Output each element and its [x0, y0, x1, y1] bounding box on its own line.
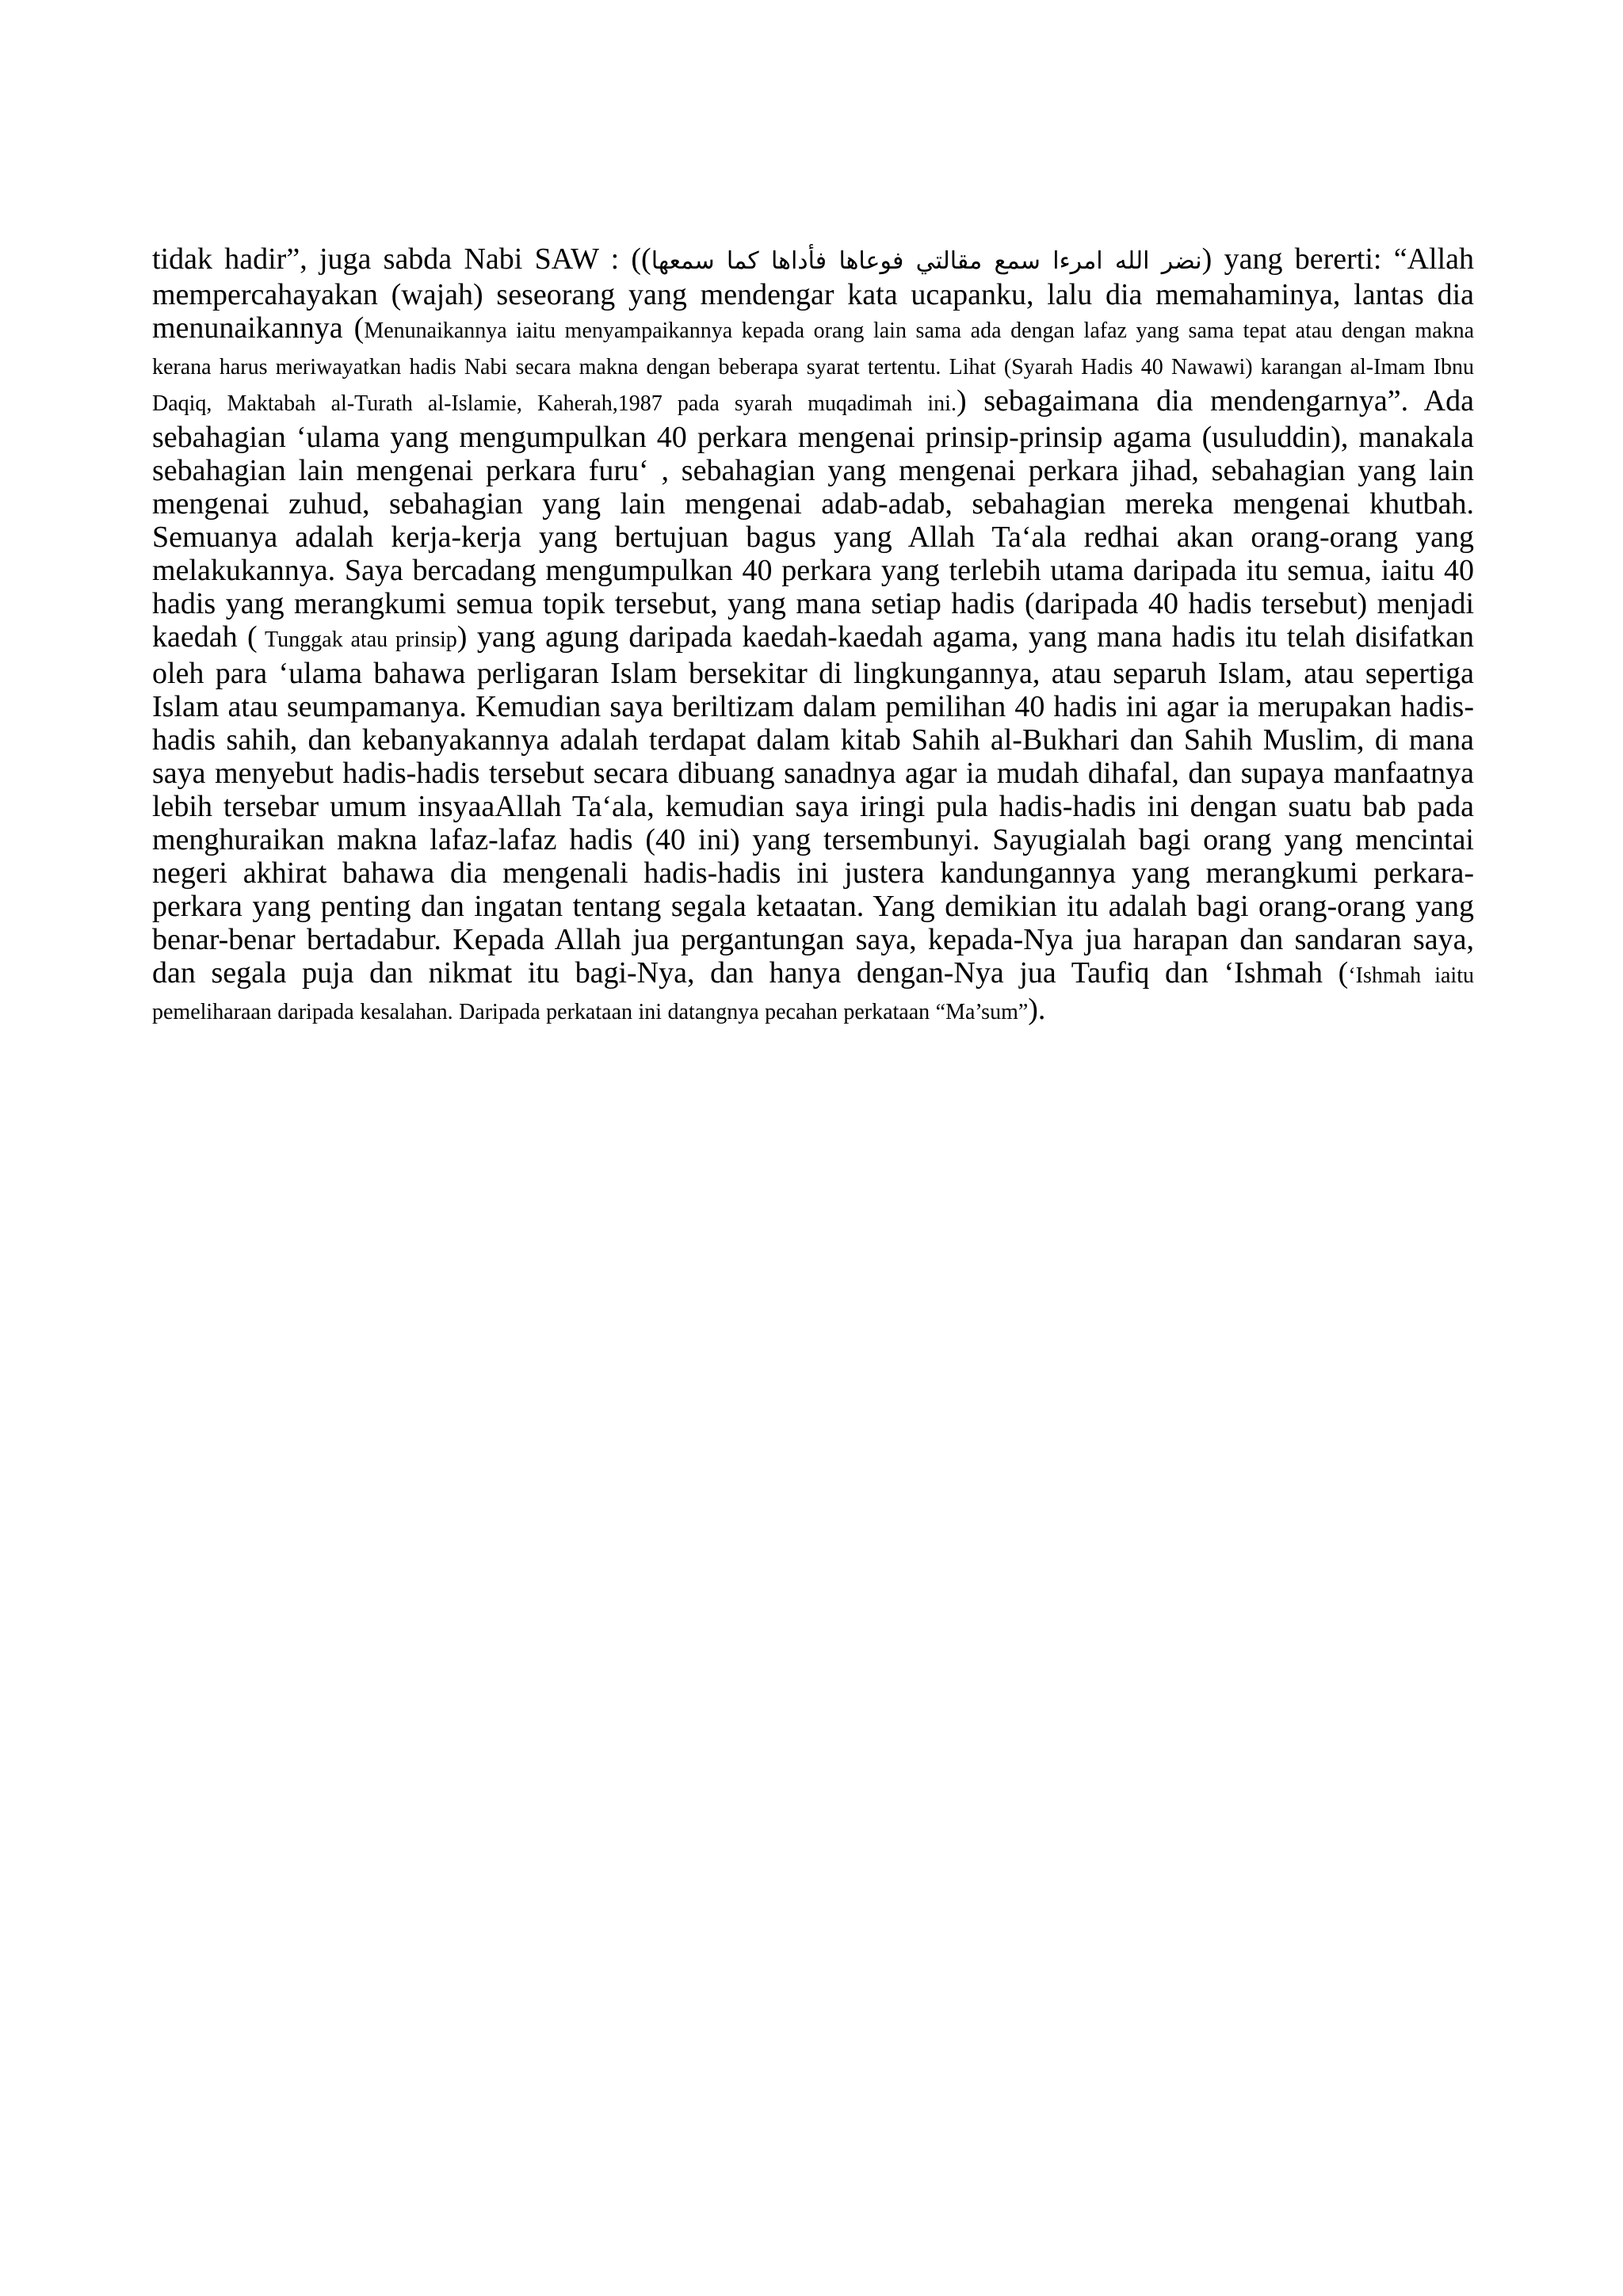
- text-segment: ) sebagaimana dia mendengarnya”. Ada sebahagian ‘ulama yang mengumpulkan 40 perkara mengenai prinsip-prinsip agama (usuluddin), manakala sebahagian lain mengenai perkara furu‘ , sebahagian yang mengenai perkara jihad, sebahagian yang lain mengenai zuhud, sebahagian yang lain mengenai adab-adab, sebahagian mereka mengenai khutbah. Semuanya adalah kerja-kerja yang bertujuan bagus yang Allah Ta‘ala redhai akan orang-orang yang melakukannya. Saya bercadang mengumpulkan 40 perkara yang terlebih utama daripada itu semua, iaitu 40 hadis yang merangkumi semua topik tersebut, yang mana setiap hadis (daripada 40 hadis tersebut) menjadi kaedah (: [152, 384, 1474, 654]
- inline-note: Tunggak atau prinsip: [257, 627, 457, 652]
- arabic-hadith: نضر الله امرءا سمع مقالتي فوعاها فأداها كما سمعها: [651, 247, 1202, 275]
- text-segment: tidak hadir”, juga sabda Nabi SAW : ((: [152, 242, 651, 276]
- body-paragraph: [152, 242, 1474, 1029]
- inline-note: ‘Ishmah iaitu pemeliharaan daripada kesalahan. Daripada perkataan ini datangnya pecahan perkataan “Ma’sum”: [152, 963, 1474, 1024]
- text-segment: ).: [1028, 993, 1046, 1026]
- text-segment: ) yang agung daripada kaedah-kaedah agama, yang mana hadis itu telah disifatkan oleh para ‘ulama bahawa perligaran Islam bersekitar di lingkungannya, atau separuh Islam, atau sepertiga Islam atau seumpamanya. Kemudian saya beriltizam dalam pemilihan 40 hadis ini agar ia merupakan hadis-hadis sahih, dan kebanyakannya adalah terdapat dalam kitab Sahih al-Bukhari dan Sahih Muslim, di mana saya menyebut hadis-hadis tersebut secara dibuang sanadnya agar ia mudah dihafal, dan supaya manfaatnya lebih tersebar umum insyaaAllah Ta‘ala, kemudian saya iringi pula hadis-hadis ini dengan suatu bab pada menghuraikan makna lafaz-lafaz hadis (40 ini) yang tersembunyi. Sayugialah bagi orang yang mencintai negeri akhirat bahawa dia mengenali hadis-hadis ini justera kandungannya yang merangkumi perkara-perkara yang penting dan ingatan tentang segala ketaatan. Yang demikian itu adalah bagi orang-orang yang benar-benar bertadabur. Kepada Allah jua pergantungan saya, kepada-Nya jua harapan dan sandaran saya, dan segala puja dan nikmat itu bagi-Nya, dan hanya dengan-Nya jua Taufiq dan ‘Ishmah (: [152, 620, 1474, 990]
- inline-note: Menunaikannya iaitu menyampaikannya kepada orang lain sama ada dengan lafaz yang sama tepat atau dengan makna kerana harus meriwayatkan hadis Nabi secara makna dengan beberapa syarat tertentu. Lihat (Syarah Hadis 40 Nawawi) karangan al-Imam Ibnu Daqiq, Maktabah al-Turath al-Islamie, Kaherah,1987 pada syarah muqadimah ini.: [152, 318, 1474, 416]
- text-segment: ) yang bererti: “Allah mempercahayakan (wajah) seseorang yang mendengar kata ucapanku, lalu dia memahaminya, lantas dia menunaikannya (: [152, 242, 1474, 345]
